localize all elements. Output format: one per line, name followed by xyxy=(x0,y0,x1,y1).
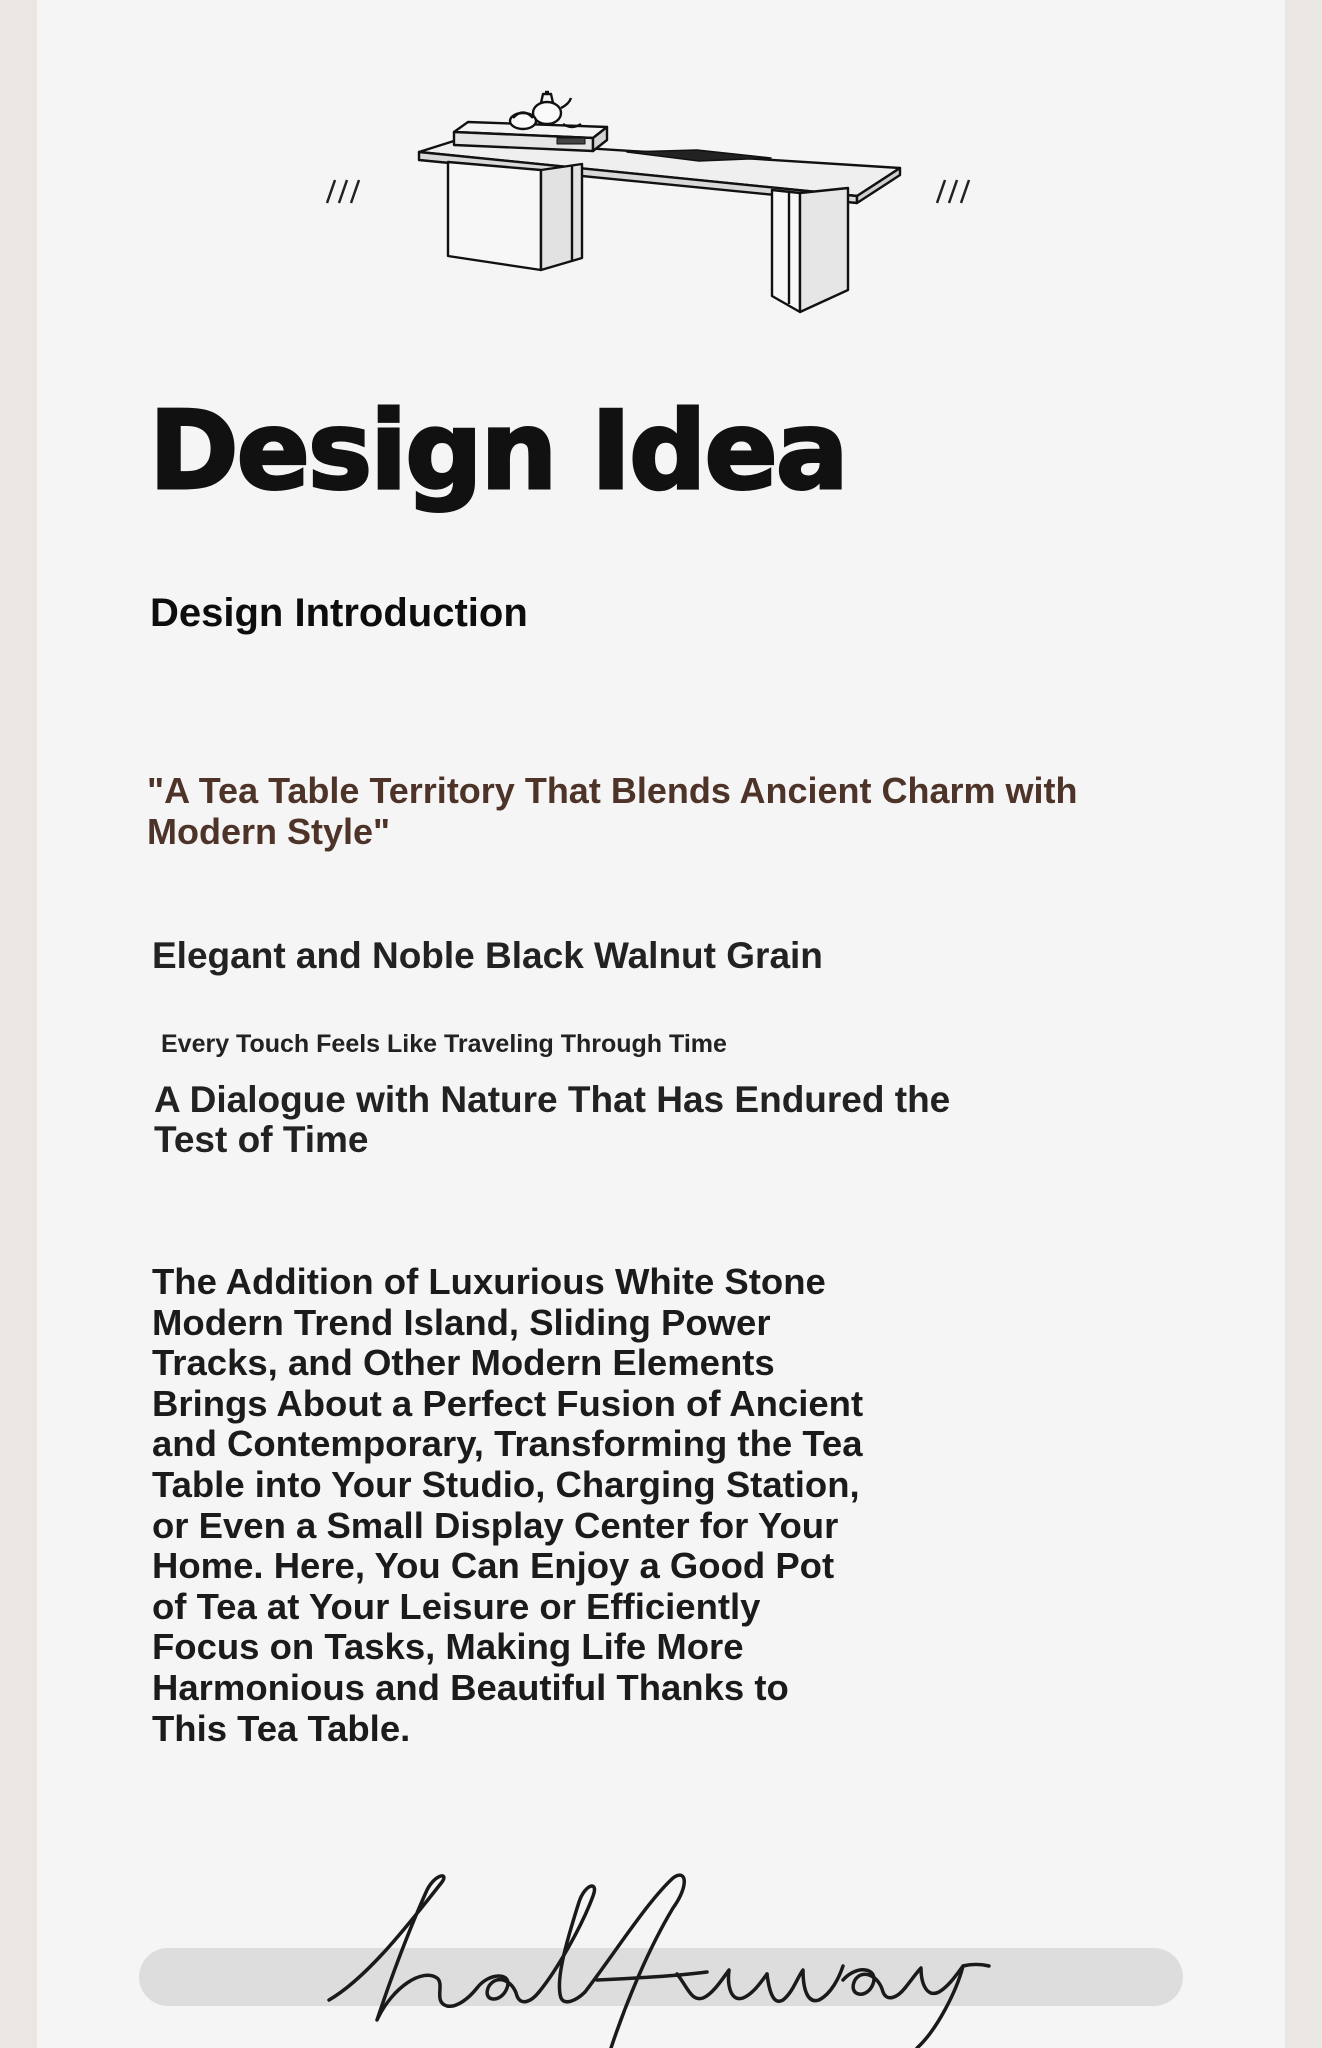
tea-table-illustration xyxy=(37,0,1285,330)
document-page xyxy=(37,0,1285,2048)
feature-line-dialogue: A Dialogue with Nature That Has Endured the Test of Time xyxy=(154,1079,951,1160)
section-heading: Design Introduction xyxy=(150,591,528,635)
feature-line-touch: Every Touch Feels Like Traveling Through Time xyxy=(161,1030,727,1058)
halfway-signature-logo xyxy=(37,1860,1285,2048)
tea-table-icon xyxy=(419,92,900,312)
feature-line-walnut: Elegant and Noble Black Walnut Grain xyxy=(152,935,823,976)
description-paragraph: The Addition of Luxurious White Stone Modern Trend Island, Sliding Power Tracks, and Other Modern Elements Brings About a Perfect Fusion of Ancient and Contemporary, Transforming the Tea Table into Your Studio, Charging Station, or Even a Small Display Center for Your Home. Here, You Can Enjoy a Good Pot of Tea at Your Leisure or Efficiently Focus on Tasks, Making Life More Harmonious and Beautiful Thanks to This Tea Table. xyxy=(152,1261,864,1749)
slash-decoration-right-icon xyxy=(937,180,969,203)
page-title: Design Idea xyxy=(149,389,847,514)
slash-decoration-left-icon xyxy=(327,180,359,203)
tagline-quote: "A Tea Table Territory That Blends Ancient Charm with Modern Style" xyxy=(147,770,1078,852)
